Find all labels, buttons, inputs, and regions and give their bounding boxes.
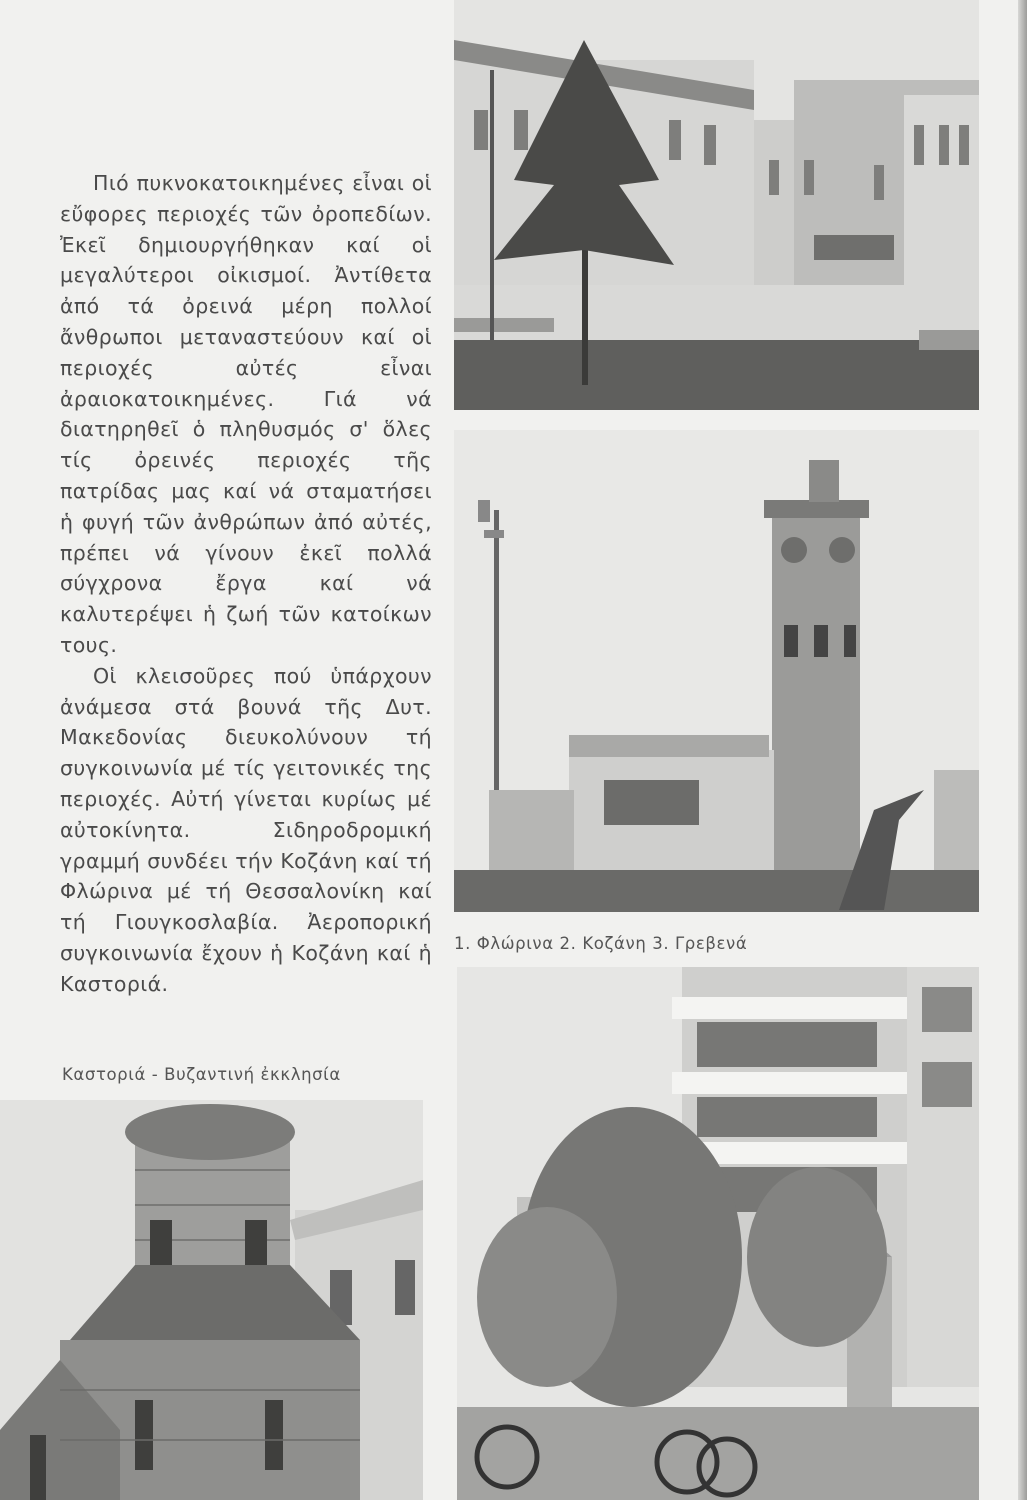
photo-florina [454,0,979,410]
caption-photos-right: 1. Φλώρινα 2. Κοζάνη 3. Γρεβενά [454,934,748,953]
paragraph-2: Οἱ κλεισοῦρες πού ὑπάρχουν ἀνάμεσα στά βουνά τῆς Δυτ. Μακεδονίας διευκολύνουν τή συγκοινωνία μέ τίς γειτονικές της περιοχές. Αὐτή γίνεται κυρίως μέ αὐτοκίνητα. Σιδηροδρομική γραμμή συνδέει τήν Κοζάνη καί τή Φλώρινα μέ τή Θεσσαλονίκη καί τή Γιουγκοσλαβία. Ἀεροπορική συγκοινωνία ἔχουν ἡ Κοζάνη καί ἡ Καστοριά. [60,663,432,996]
page-edge [1018,0,1027,1500]
photo-grevena [457,967,979,1500]
photo-kozani [454,430,979,912]
photo-kastoria-church [0,1100,423,1500]
body-text [60,168,432,1000]
paragraph-1: Πιό πυκνοκατοικημένες εἶναι οἱ εὔφορες περιοχές τῶν ὀροπεδίων. Ἐκεῖ δημιουργήθηκαν καί οἱ μεγαλύτεροι οἰκισμοί. Ἀντίθετα ἀπό τά ὀρεινά μέρη πολλοί ἄνθρωποι μεταναστεύουν καί οἱ περιοχές αὐτές εἶναι ἀραιοκατοικημένες. Γιά νά διατηρηθεῖ ὁ πληθυσμός σ' ὅλες τίς ὀρεινές περιοχές τῆς πατρίδας μας καί νά σταματήσει ἡ φυγή τῶν ἀνθρώπων ἀπό αὐτές, πρέπει νά γίνουν ἐκεῖ πολλά σύγχρονα ἔργα καί νά καλυτερέψει ἡ ζωή τῶν κατοίκων τους. [60,171,432,657]
caption-kastoria: Καστοριά - Βυζαντινή ἐκκλησία [62,1065,341,1084]
